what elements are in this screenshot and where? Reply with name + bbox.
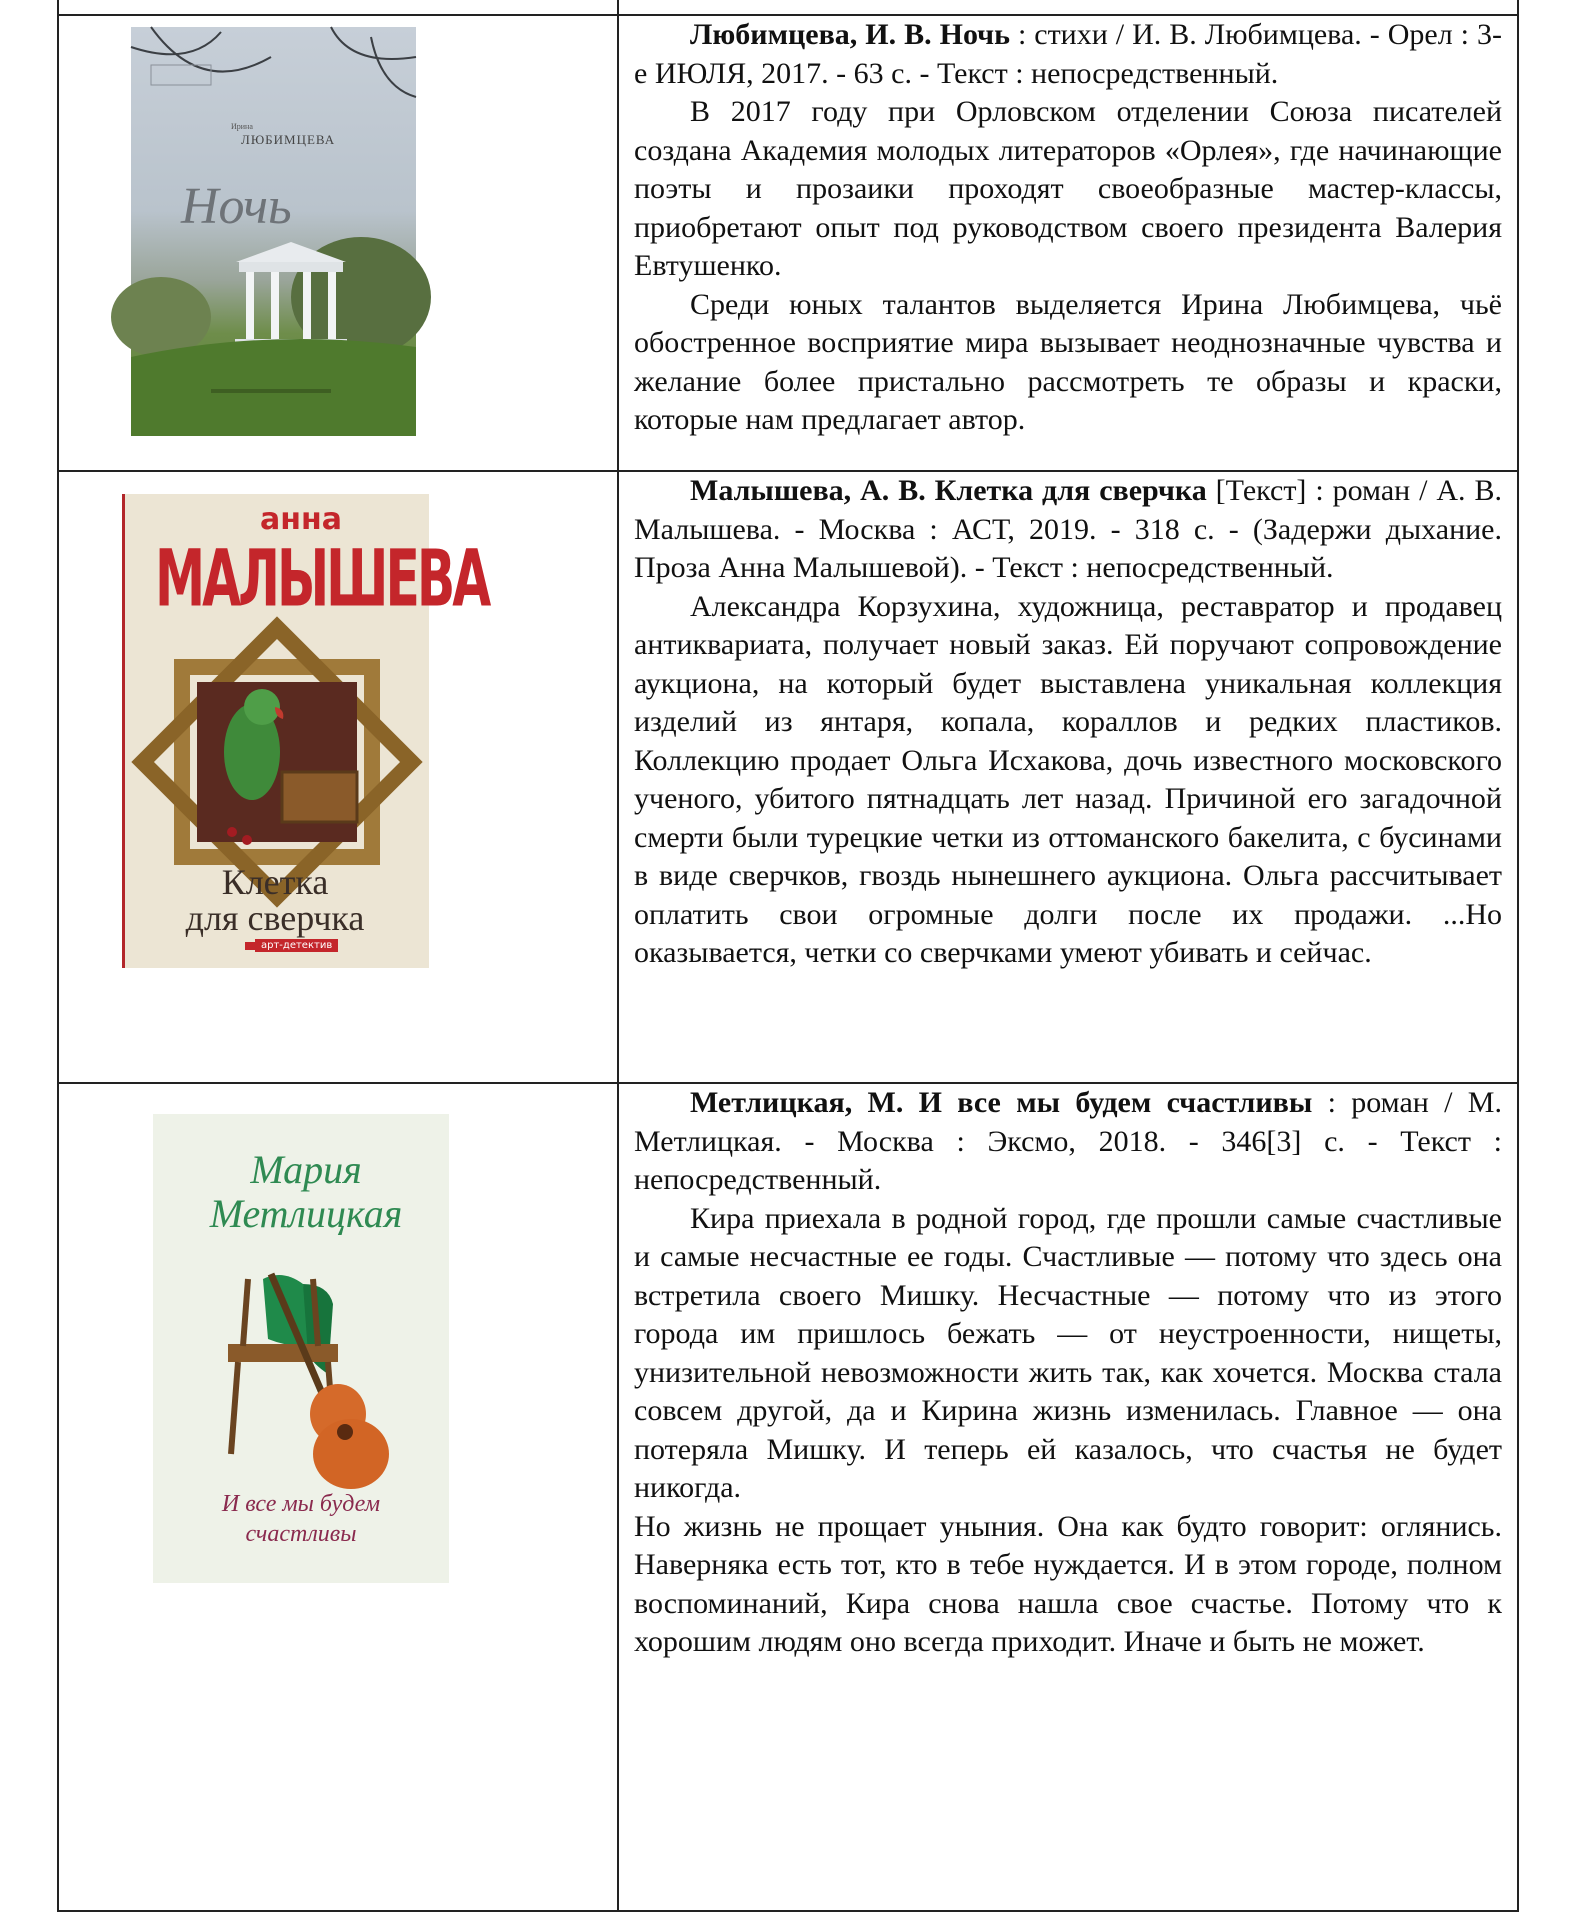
entry-3-paragraph-2: Но жизнь не прощает уныния. Она как будто говорит: оглянись. Наверняка есть тот, кто в тебе нуждается. И в этом городе, полном воспоминаний, Кира снова нашла свое счастье. Потому что к хорошим людям оно всегда приходит. Иначе и быть не может. [634, 1509, 1502, 1658]
entry-1-paragraph-1: В 2017 году при Орловском отделении Союза писателей создана Академия молодых литераторов «Орлея», где начинающие поэты и прозаики проходят своеобразные мастер-классы, приобретают опыт под руководством своего президента Валерия Евтушенко. [634, 95, 1502, 282]
cover-author-line-1: Мария [250, 1147, 362, 1192]
cover-series-label: арт-детектив [255, 939, 338, 952]
book-cover-schastlivy [153, 1114, 449, 1583]
book-cover-noch [131, 27, 416, 436]
table-border-right [1517, 0, 1519, 1912]
cover-author: ЛЮБИМЦЕВА [241, 132, 336, 147]
cover-author-firstname: анна [260, 502, 342, 537]
cover-title [165, 864, 385, 936]
entry-2-paragraph-1: Александра Корзухина, художница, реставратор и продавец антиквариата, получает новый заказ. Ей поручают сопровождение аукциона, на который будет выставлена уникальная коллекция изделий из янтаря, копала, кораллов и редких пластиков. Коллекцию продает Ольга Исхакова, дочь известного московского ученого, убитого пятнадцать лет назад. Причиной его загадочной смерти были турецкие четки из оттоманского бакелита, с бусинами в виде сверчков, гвоздь нынешнего аукциона. Ольга рассчитывает оплатить свои огромные долги после их продажи. ...Но оказывается, четки со сверчками умеют убивать и сейчас. [634, 589, 1502, 969]
table-border-left [57, 0, 59, 1912]
entry-3-heading-rest: : роман / М. Метлицкая. - Москва : Эксмо, 2018. - 346[3] с. - Текст : непосредственный. [634, 1086, 1502, 1196]
book-cover-kletka [122, 494, 489, 968]
table-border-bottom [57, 1910, 1519, 1912]
cover-title-line-1: Клетка [221, 862, 329, 902]
entry-1-paragraph-2: Среди юных талантов выделяется Ирина Любимцева, чьё обостренное восприятие мира вызывает неоднозначные чувства и желание более пристально рассмотреть те образы и краски, которые нам предлагает автор. [634, 287, 1502, 436]
entry-2-description [634, 472, 1502, 973]
cover-title [193, 1489, 409, 1549]
cover-title-line-2: для сверчка [185, 898, 365, 938]
entry-1-heading-bold: Любимцева, И. В. Ночь [690, 18, 1010, 51]
entry-3-paragraph-1: Кира приехала в родной город, где прошли самые счастливые и самые несчастные ее годы. Счастливые — потому что здесь она встретила своего Мишку. Несчастные — потому что из этого города им пришлось бежать — от неустроенности, нищеты, унизительной невозможности жить так, как хочется. Москва стала совсем другой, да и Кирина жизнь изменилась. Главное — она потеряла Мишку. И теперь ей казалось, что счастья не будет никогда. [634, 1201, 1502, 1504]
entry-3-heading-bold: Метлицкая, М. И все мы будем счастливы [690, 1086, 1313, 1119]
cover-title-line-2: счастливы [245, 1521, 357, 1547]
table-column-divider [617, 0, 619, 1912]
entry-3-description [634, 1084, 1502, 1662]
entry-2-heading-bold: Малышева, А. В. Клетка для сверчка [690, 474, 1207, 507]
cover-author-line-2: Метлицкая [209, 1191, 403, 1236]
cover-author-firstname: Ирина [231, 122, 253, 131]
entry-2-heading-rest: [Текст] : роман / А. В. Малышева. - Москва : АСТ, 2019. - 318 с. - (Задержи дыхание. Проза Анна Малышевой). - Текст : непосредственный. [634, 474, 1503, 584]
cover-title-line-1: И все мы будем [221, 1491, 381, 1517]
entry-1-heading-rest: : стихи / И. В. Любимцева. - Орел : 3-е ИЮЛЯ, 2017. - 63 с. - Текст : непосредственный. [634, 18, 1502, 90]
cover-author: МАЛЫШЕВА [155, 534, 489, 625]
entry-1-description [634, 16, 1502, 440]
cover-title: Ночь [181, 178, 292, 235]
